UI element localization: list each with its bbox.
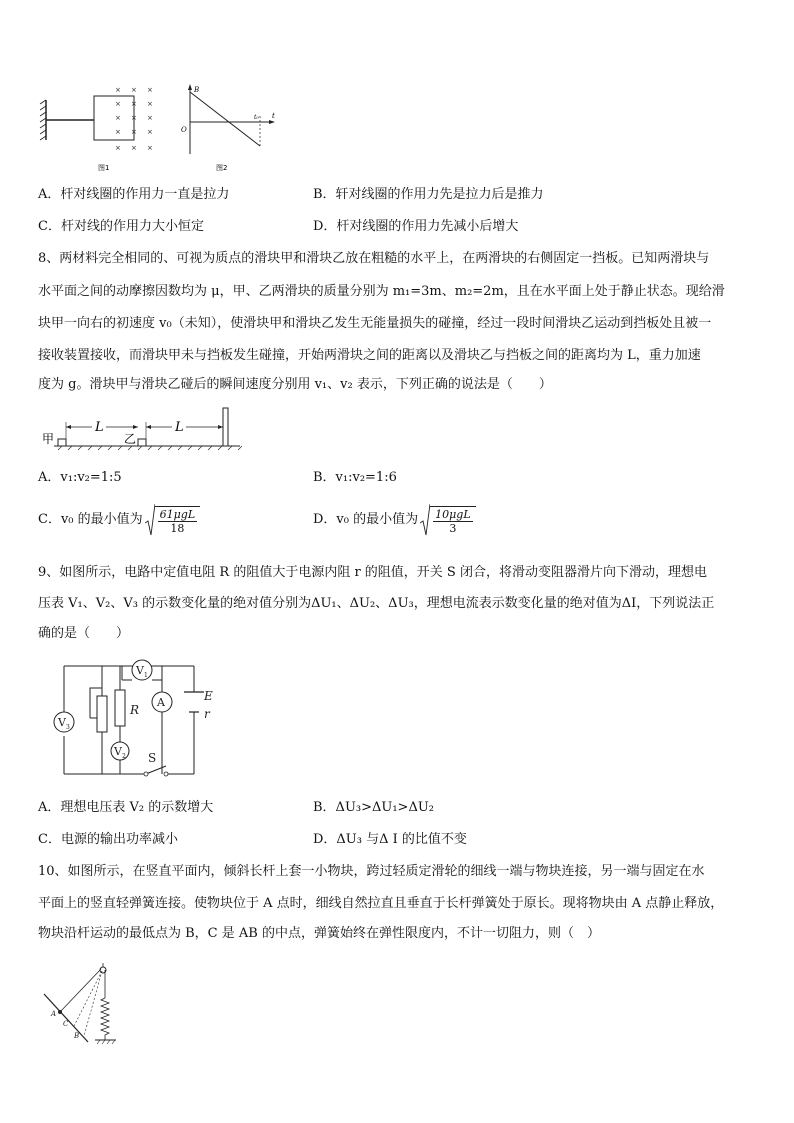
r-big-label: R	[130, 703, 140, 717]
q8-option-c-numerator: 61μgL	[159, 507, 196, 521]
q8-option-a: A．v₁:v₂=1:5	[38, 470, 122, 485]
q9-circuit-figure	[46, 654, 226, 780]
svg-text:×: ×	[115, 144, 121, 152]
q10-line-1: 10、如图所示，在竖直平面内，倾斜长杆上套一小物块，跨过轻质定滑轮的细线一端与物块连接，另一端与固定在水	[38, 864, 705, 879]
q9-option-a: A．理想电压表 V₂ 的示数增大	[38, 800, 214, 815]
q9-option-c: C．电源的输出功率减小	[38, 832, 178, 847]
q8-option-d-numerator: 10μgL	[435, 507, 471, 521]
switch-label: S	[148, 751, 157, 765]
q10-line-2: 平面上的竖直轻弹簧连接。使物块位于 A 点时，细线自然拉直且垂直于长杆弹簧处于原长。现将物块由 A 点静止释放，	[38, 896, 724, 911]
svg-text:×: ×	[147, 144, 153, 152]
q8-option-d-prefix: D．v₀ 的最小值为	[313, 512, 419, 527]
svg-text:×: ×	[147, 86, 153, 94]
q7-option-a: A．杆对线圈的作用力一直是拉力	[38, 187, 230, 202]
q7-figure-2	[176, 82, 280, 178]
svg-text:×: ×	[115, 114, 121, 122]
q10-figure	[40, 958, 130, 1048]
origin-label: O	[181, 126, 187, 134]
q8-option-c-denominator: 18	[170, 521, 185, 535]
sqrt-symbol	[420, 503, 476, 537]
q8-line-2: 水平面之间的动摩擦因数均为 μ，甲、乙两滑块的质量分别为 m₁=3m、m₂=2m，且在水平面上处于静止状态。现给滑	[38, 284, 725, 299]
label-l1: L	[95, 420, 104, 435]
point-b-label: B	[74, 1032, 80, 1040]
v1-sub: 1	[144, 672, 148, 679]
sqrt-symbol	[145, 503, 201, 537]
q7-figure-1	[38, 82, 158, 178]
v3-sub: 3	[66, 724, 70, 731]
q8-option-c	[38, 503, 200, 537]
q7-option-b: B．轩对线圈的作用力先是拉力后是推力	[313, 187, 544, 202]
svg-text:×: ×	[131, 100, 137, 108]
label-jia: 甲	[42, 432, 55, 446]
svg-text:×: ×	[131, 114, 137, 122]
q8-option-c-prefix: C．v₀ 的最小值为	[38, 512, 143, 527]
q9-line-2: 压表 V₁、V₂、V₃ 的示数变化量的绝对值分别为ΔU₁、ΔU₂、ΔU₃，理想电流表示数变化量的绝对值为ΔI，下列说法正	[38, 596, 715, 611]
q8-line-5: 度为 g。滑块甲与滑块乙碰后的瞬间速度分别用 v₁、v₂ 表示，下列正确的说法是（ ）	[38, 377, 552, 392]
q9-line-3: 确的是（ ）	[38, 626, 130, 641]
svg-text:×: ×	[147, 100, 153, 108]
emf-label: E	[204, 689, 213, 703]
svg-text:×: ×	[131, 144, 137, 152]
axis-t-label: t	[272, 112, 275, 120]
q8-option-d-denominator: 3	[449, 521, 457, 535]
label-l2: L	[175, 420, 184, 435]
t0-label: t₀	[254, 114, 259, 121]
q9-option-b: B．ΔU₃>ΔU₁>ΔU₂	[313, 800, 435, 815]
internal-r-label: r	[204, 707, 210, 721]
svg-text:×: ×	[131, 86, 137, 94]
v1-label: V	[136, 664, 144, 677]
q7-option-d: D．杆对线圈的作用力先减小后增大	[313, 219, 519, 234]
q8-option-b: B．v₁:v₂=1:6	[313, 470, 397, 485]
q8-line-3: 块甲一向右的初速度 v₀（未知），使滑块甲和滑块乙发生无能量损失的碰撞，经过一段时间滑块乙运动到挡板处且被一	[38, 316, 712, 331]
fig2-caption: 图2	[216, 164, 228, 172]
svg-text:×: ×	[115, 100, 121, 108]
svg-text:×: ×	[115, 86, 121, 94]
q8-line-4: 接收装置接收，而滑块甲未与挡板发生碰撞，开始两滑块之间的距离以及滑块乙与挡板之间的距离均为 L，重力加速	[38, 348, 701, 363]
svg-text:×: ×	[131, 128, 137, 136]
svg-text:×: ×	[115, 128, 121, 136]
q9-line-1: 9、如图所示，电路中定值电阻 R 的阻值大于电源内阻 r 的阻值，开关 S 闭合，将滑动变阻器滑片向下滑动，理想电	[38, 565, 707, 580]
q8-figure	[40, 406, 250, 454]
svg-text:×: ×	[147, 128, 153, 136]
q7-option-c: C．杆对线的作用力大小恒定	[38, 219, 204, 234]
point-c-label: C	[63, 1020, 69, 1028]
axis-b-label: B	[194, 86, 200, 94]
ammeter-label: A	[157, 696, 165, 709]
v2-label: V	[114, 745, 122, 758]
label-yi: 乙	[124, 432, 137, 446]
v2-sub: 2	[122, 753, 126, 760]
q10-line-3: 物块沿杆运动的最低点为 B，C 是 AB 的中点，弹簧始终在弹性限度内，不计一切阻力，则（ ）	[38, 926, 600, 941]
fig1-caption: 图1	[98, 164, 110, 172]
svg-text:×: ×	[147, 114, 153, 122]
q8-line-1: 8、两材料完全相同的、可视为质点的滑块甲和滑块乙放在粗糙的水平上，在两滑块的右侧固定一挡板。已知两滑块与	[38, 251, 710, 266]
q8-option-d	[313, 503, 476, 537]
q9-option-d: D．ΔU₃ 与Δ I 的比值不变	[313, 832, 467, 847]
v3-label: V	[58, 716, 66, 729]
point-a-label: A	[51, 1010, 57, 1018]
